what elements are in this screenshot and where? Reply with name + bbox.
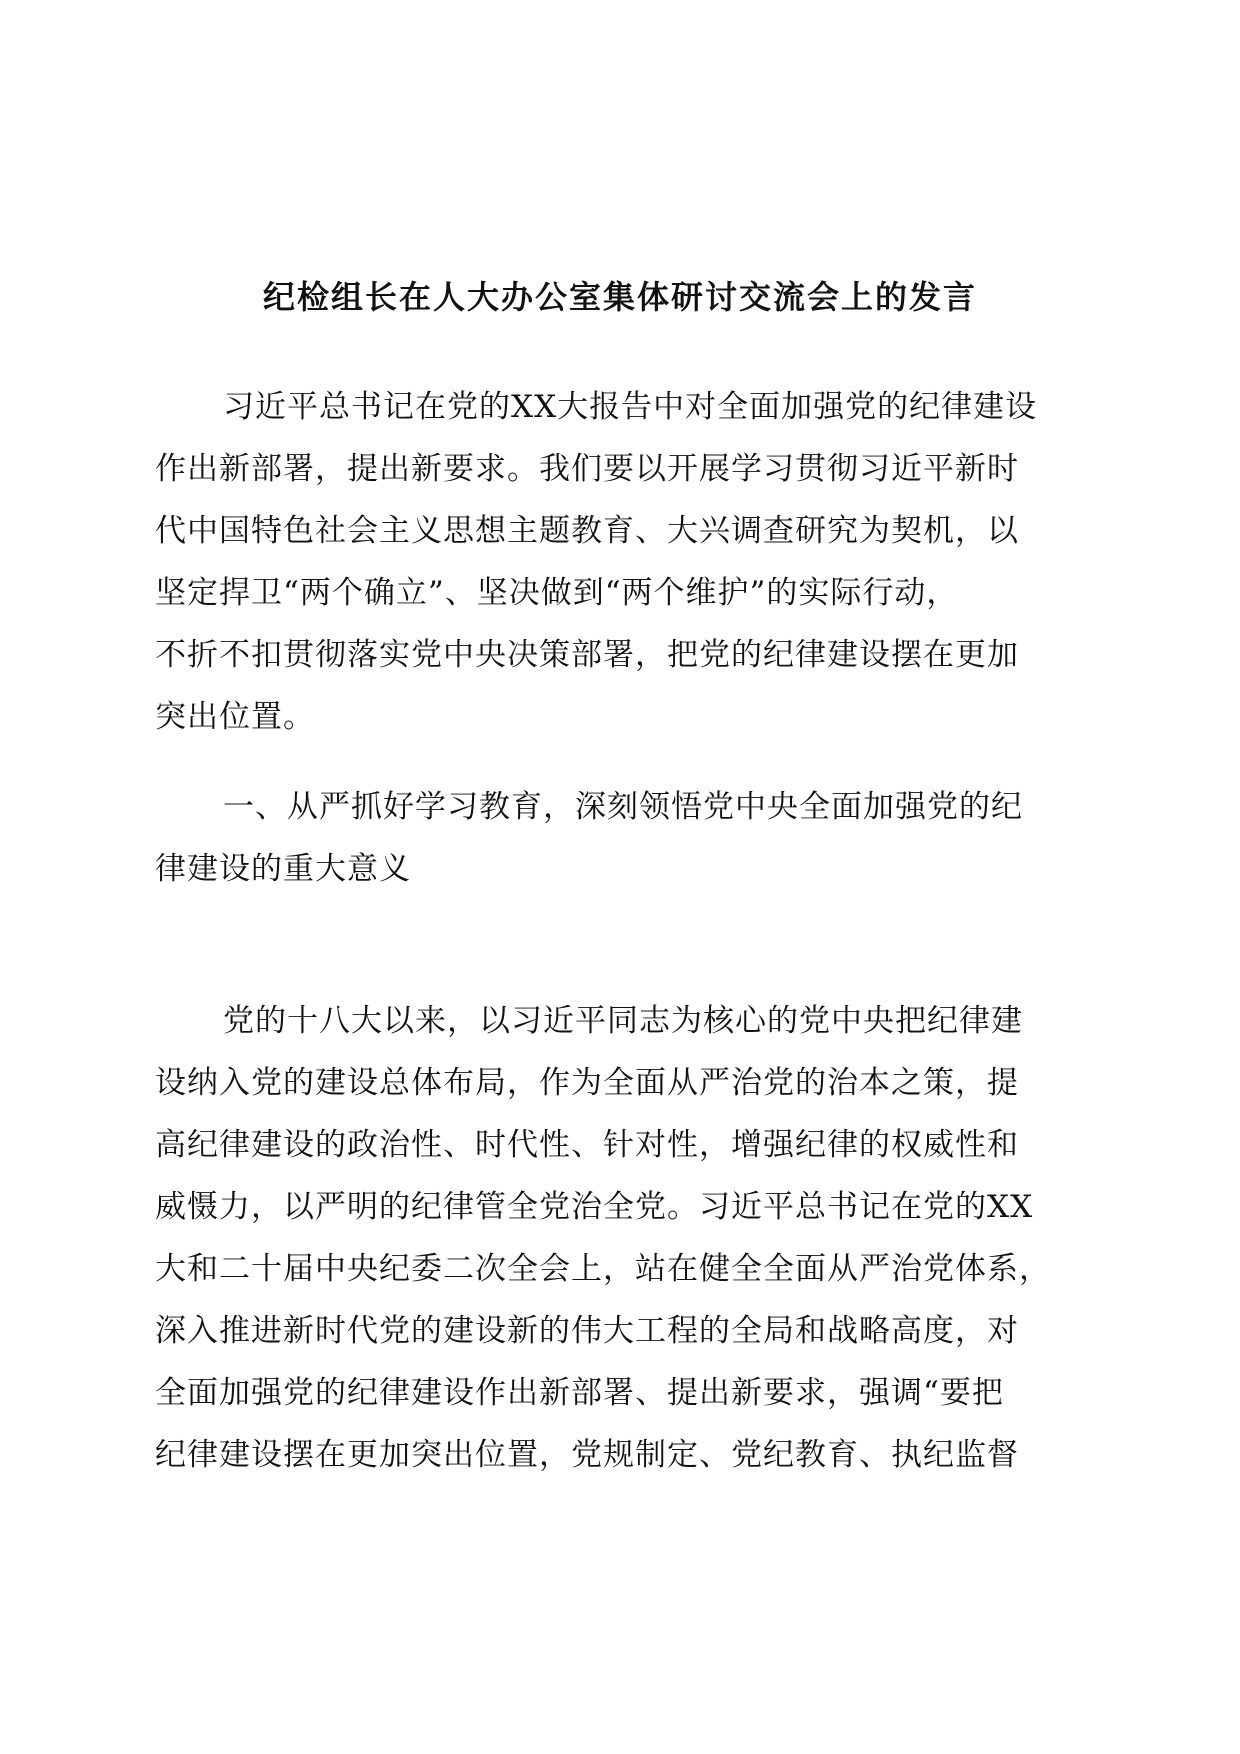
heading-line: 一、从严抓好学习教育，深刻领悟党中央全面加强党的纪 [223,789,1023,825]
paragraph-line: 深入推进新时代党的建设新的伟大工程的全局和战略高度，对 [155,1313,1019,1349]
section-heading-1 [155,776,1075,900]
heading-line: 律建设的重大意义 [155,851,411,887]
paragraph-body [155,990,1075,1486]
paragraph-line: 代中国特色社会主义思想主题教育、大兴调查研究为契机，以 [155,513,1019,549]
paragraph-line: 作出新部署，提出新要求。我们要以开展学习贯彻习近平新时 [155,451,1019,487]
document-title: 纪检组长在人大办公室集体研讨交流会上的发言 [262,278,977,316]
paragraph-line: 党的十八大以来，以习近平同志为核心的党中央把纪律建 [223,1003,1023,1039]
paragraph-line: 习近平总书记在党的XX大报告中对全面加强党的纪律建设 [223,389,1038,425]
paragraph-line: 大和二十届中央纪委二次全会上，站在健全全面从严治党体系， [155,1251,1051,1287]
paragraph-line: 坚定捍卫“两个确立”、坚决做到“两个维护”的实际行动， [155,575,959,611]
paragraph-line: 设纳入党的建设总体布局，作为全面从严治党的治本之策，提 [155,1065,1019,1101]
paragraph-line: 纪律建设摆在更加突出位置，党规制定、党纪教育、执纪监督 [155,1437,1019,1473]
paragraph-line: 威慑力，以严明的纪律管全党治全党。习近平总书记在党的XX [155,1189,1034,1225]
paragraph-line: 全面加强党的纪律建设作出新部署、提出新要求，强调“要把 [155,1375,1004,1411]
paragraph-line: 不折不扣贯彻落实党中央决策部署，把党的纪律建设摆在更加 [155,637,1019,673]
paragraph-line: 突出位置。 [155,699,315,735]
paragraph-line: 高纪律建设的政治性、时代性、针对性，增强纪律的权威性和 [155,1127,1019,1163]
paragraph-intro [155,376,1075,748]
